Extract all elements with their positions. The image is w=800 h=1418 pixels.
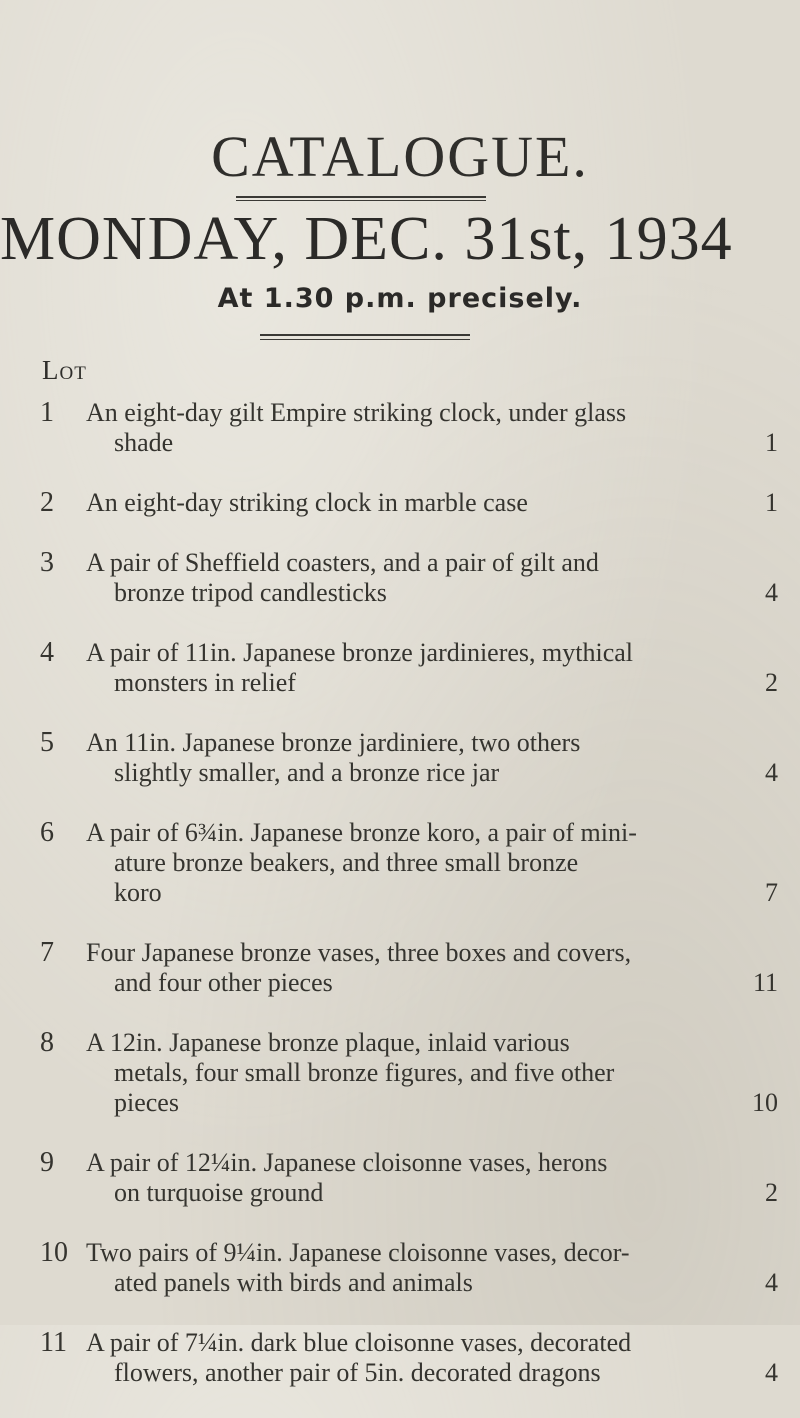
sale-time: At 1.30 p.m. precisely. — [217, 283, 583, 314]
lot-number: 3 — [40, 547, 54, 578]
lot-desc-line: A pair of 6¾in. Japanese bronze koro, a pair of mini- — [86, 818, 637, 847]
lot-desc-line: flowers, another pair of 5in. decorated dragons — [114, 1358, 601, 1387]
lot-desc-line: monsters in relief — [114, 668, 296, 697]
lot-number: 11 — [40, 1327, 67, 1358]
lot-number: 4 — [40, 637, 54, 668]
lot-number: 1 — [40, 397, 54, 428]
lot-price: 1 — [765, 488, 778, 517]
lot-number: 7 — [40, 937, 54, 968]
lot-price: 2 — [765, 1178, 778, 1207]
lot-description — [86, 638, 722, 698]
lot-desc-line: koro — [114, 878, 162, 907]
lot-desc-line: ated panels with birds and animals — [114, 1268, 473, 1297]
lot-price: 4 — [765, 578, 778, 607]
lot-desc-line: A pair of 12¼in. Japanese cloisonne vases, herons — [86, 1148, 608, 1177]
lot-entry — [0, 1238, 800, 1298]
lot-price: 4 — [765, 1358, 778, 1387]
lot-desc-line: An eight-day striking clock in marble case — [86, 488, 528, 517]
lot-desc-line: A pair of Sheffield coasters, and a pair of gilt and — [86, 548, 599, 577]
lot-column-heading: Lot — [42, 355, 87, 385]
lot-entry — [0, 548, 800, 608]
header-divider-bottom — [260, 339, 470, 340]
lot-number: 2 — [40, 487, 54, 518]
lot-price: 4 — [765, 758, 778, 787]
lot-entry — [0, 1148, 800, 1208]
title-rule-bottom — [236, 200, 486, 201]
lot-price: 7 — [765, 878, 778, 907]
lot-number: 8 — [40, 1027, 54, 1058]
lot-description — [86, 398, 722, 458]
lot-desc-line: An eight-day gilt Empire striking clock, under glass — [86, 398, 627, 427]
lot-description — [86, 938, 722, 998]
lot-desc-line: Two pairs of 9¼in. Japanese cloisonne vases, decor- — [86, 1238, 630, 1267]
lot-desc-line: metals, four small bronze figures, and five other — [114, 1058, 615, 1087]
lot-desc-line: A 12in. Japanese bronze plaque, inlaid various — [86, 1028, 570, 1057]
lot-entry — [0, 638, 800, 698]
lot-price: 2 — [765, 668, 778, 697]
lot-desc-line: An 11in. Japanese bronze jardiniere, two others — [86, 728, 581, 757]
lot-desc-line: shade — [114, 428, 174, 457]
lot-desc-line: slightly smaller, and a bronze rice jar — [114, 758, 500, 787]
lot-desc-line: A pair of 7¼in. dark blue cloisonne vases, decorated — [86, 1328, 632, 1357]
lot-desc-line: A pair of 11in. Japanese bronze jardinieres, mythical — [86, 638, 634, 667]
title-rule-top — [236, 196, 486, 198]
lot-desc-line: bronze tripod candlesticks — [114, 578, 387, 607]
lot-desc-line: and four other pieces — [114, 968, 333, 997]
lot-description — [86, 488, 722, 518]
lot-entry — [0, 1028, 800, 1118]
catalogue-title: CATALOGUE. — [211, 124, 589, 189]
sale-date: MONDAY, DEC. 31st, 1934 — [0, 205, 733, 273]
lot-desc-line: ature bronze beakers, and three small bronze — [114, 848, 579, 877]
lot-description — [86, 818, 722, 908]
lot-entry — [0, 488, 800, 518]
lot-entry — [0, 728, 800, 788]
lot-number: 5 — [40, 727, 54, 758]
header-divider-top — [260, 334, 470, 336]
lot-price: 11 — [752, 968, 778, 997]
lot-description — [86, 1028, 722, 1118]
lot-number: 10 — [40, 1237, 68, 1268]
lot-price: 1 — [765, 428, 778, 457]
lot-price: 4 — [765, 1268, 778, 1297]
lot-description — [86, 548, 722, 608]
lot-entry — [0, 398, 800, 458]
lot-desc-line: Four Japanese bronze vases, three boxes and covers, — [86, 938, 632, 967]
lot-desc-line: pieces — [114, 1088, 179, 1117]
lot-number: 6 — [40, 817, 54, 848]
lot-desc-line: on turquoise ground — [114, 1178, 324, 1207]
lot-price: 10 — [752, 1088, 778, 1117]
lot-list — [0, 398, 800, 1418]
lot-description — [86, 728, 722, 788]
lot-description — [86, 1328, 722, 1388]
lot-description — [86, 1238, 722, 1298]
lot-number: 9 — [40, 1147, 54, 1178]
lot-description — [86, 1148, 722, 1208]
lot-entry — [0, 818, 800, 908]
lot-entry — [0, 1328, 800, 1388]
lot-entry — [0, 938, 800, 998]
